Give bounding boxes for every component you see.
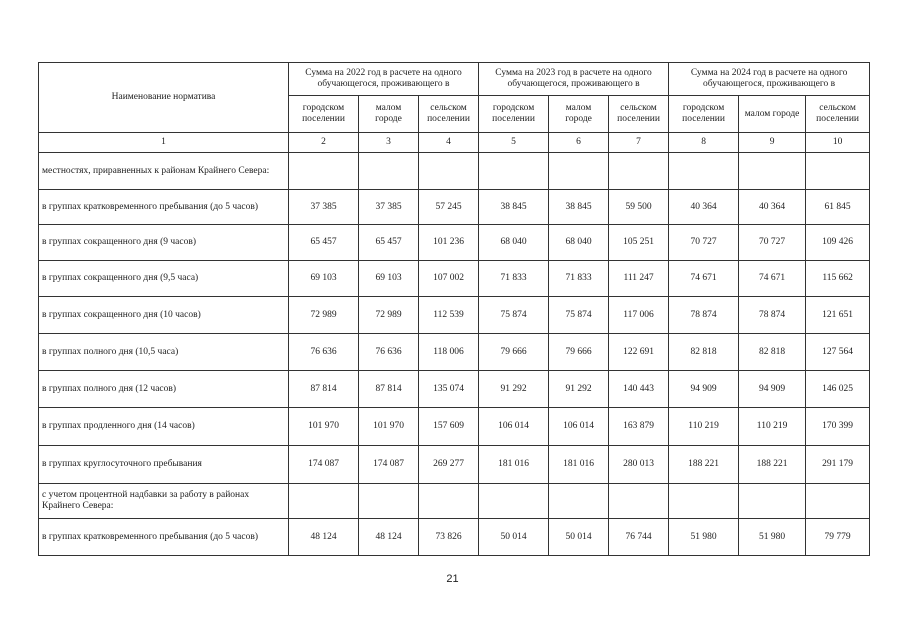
value-cell xyxy=(289,484,359,519)
value-cell: 48 124 xyxy=(289,519,359,556)
value-cell: 110 219 xyxy=(669,408,739,446)
value-cell: 117 006 xyxy=(609,297,669,334)
header-sub-small-town: малом городе xyxy=(739,96,806,133)
value-cell xyxy=(479,484,549,519)
value-cell: 82 818 xyxy=(739,334,806,371)
table-row xyxy=(39,519,870,556)
value-cell: 78 874 xyxy=(739,297,806,334)
normative-table xyxy=(38,62,870,556)
header-name-column: Наименование норматива xyxy=(39,63,289,133)
table-row xyxy=(39,153,870,190)
value-cell: 188 221 xyxy=(739,446,806,484)
value-cell: 101 970 xyxy=(359,408,419,446)
table-row xyxy=(39,297,870,334)
value-cell: 57 245 xyxy=(419,190,479,225)
value-cell xyxy=(479,153,549,190)
value-cell: 61 845 xyxy=(806,190,870,225)
value-cell xyxy=(806,484,870,519)
value-cell: 146 025 xyxy=(806,371,870,408)
value-cell: 280 013 xyxy=(609,446,669,484)
table-header xyxy=(39,63,870,153)
value-cell: 59 500 xyxy=(609,190,669,225)
header-group-2022: Сумма на 2022 год в расчете на одного обучающегося, проживающего в xyxy=(289,63,479,96)
value-cell: 74 671 xyxy=(739,261,806,297)
value-cell: 174 087 xyxy=(289,446,359,484)
value-cell: 69 103 xyxy=(289,261,359,297)
header-sub-urban: городском поселении xyxy=(479,96,549,133)
value-cell: 188 221 xyxy=(669,446,739,484)
norm-name-cell: в группах продленного дня (14 часов) xyxy=(39,408,289,446)
column-number: 8 xyxy=(669,133,739,153)
value-cell: 121 651 xyxy=(806,297,870,334)
header-sub-urban: городском поселении xyxy=(669,96,739,133)
header-sub-small-town: малом городе xyxy=(549,96,609,133)
value-cell xyxy=(359,484,419,519)
value-cell: 76 636 xyxy=(359,334,419,371)
value-cell xyxy=(806,153,870,190)
value-cell: 157 609 xyxy=(419,408,479,446)
value-cell: 107 002 xyxy=(419,261,479,297)
value-cell xyxy=(609,484,669,519)
value-cell xyxy=(739,484,806,519)
value-cell: 122 691 xyxy=(609,334,669,371)
value-cell xyxy=(419,153,479,190)
value-cell: 72 989 xyxy=(359,297,419,334)
value-cell: 181 016 xyxy=(479,446,549,484)
value-cell: 68 040 xyxy=(479,225,549,261)
header-group-2023: Сумма на 2023 год в расчете на одного обучающегося, проживающего в xyxy=(479,63,669,96)
column-number: 4 xyxy=(419,133,479,153)
value-cell xyxy=(359,153,419,190)
value-cell xyxy=(549,484,609,519)
value-cell xyxy=(289,153,359,190)
column-number: 1 xyxy=(39,133,289,153)
value-cell: 91 292 xyxy=(549,371,609,408)
value-cell: 101 236 xyxy=(419,225,479,261)
value-cell: 115 662 xyxy=(806,261,870,297)
norm-name-cell: в группах сокращенного дня (10 часов) xyxy=(39,297,289,334)
value-cell: 73 826 xyxy=(419,519,479,556)
value-cell: 76 744 xyxy=(609,519,669,556)
value-cell: 181 016 xyxy=(549,446,609,484)
norm-name-cell: местностях, приравненных к районам Крайнего Севера: xyxy=(39,153,289,190)
value-cell: 71 833 xyxy=(549,261,609,297)
header-sub-rural: сельском поселении xyxy=(419,96,479,133)
value-cell: 105 251 xyxy=(609,225,669,261)
value-cell: 110 219 xyxy=(739,408,806,446)
value-cell: 37 385 xyxy=(359,190,419,225)
table-row xyxy=(39,190,870,225)
table-body xyxy=(39,153,870,556)
norm-name-cell: в группах круглосуточного пребывания xyxy=(39,446,289,484)
value-cell: 135 074 xyxy=(419,371,479,408)
value-cell: 71 833 xyxy=(479,261,549,297)
value-cell: 72 989 xyxy=(289,297,359,334)
column-number: 6 xyxy=(549,133,609,153)
table-row xyxy=(39,408,870,446)
value-cell: 94 909 xyxy=(739,371,806,408)
value-cell: 101 970 xyxy=(289,408,359,446)
value-cell: 40 364 xyxy=(739,190,806,225)
value-cell: 40 364 xyxy=(669,190,739,225)
table-row xyxy=(39,261,870,297)
value-cell: 87 814 xyxy=(289,371,359,408)
table-row xyxy=(39,371,870,408)
norm-name-cell: в группах сокращенного дня (9 часов) xyxy=(39,225,289,261)
value-cell: 65 457 xyxy=(359,225,419,261)
norm-name-cell: в группах полного дня (12 часов) xyxy=(39,371,289,408)
header-group-2024: Сумма на 2024 год в расчете на одного обучающегося, проживающего в xyxy=(669,63,870,96)
value-cell: 76 636 xyxy=(289,334,359,371)
value-cell: 37 385 xyxy=(289,190,359,225)
column-number: 5 xyxy=(479,133,549,153)
value-cell: 68 040 xyxy=(549,225,609,261)
table-row xyxy=(39,484,870,519)
header-sub-small-town: малом городе xyxy=(359,96,419,133)
value-cell: 106 014 xyxy=(479,408,549,446)
column-number: 10 xyxy=(806,133,870,153)
value-cell xyxy=(669,153,739,190)
value-cell: 50 014 xyxy=(549,519,609,556)
norm-name-cell: с учетом процентной надбавки за работу в районах Крайнего Севера: xyxy=(39,484,289,519)
table-row xyxy=(39,334,870,371)
column-number: 7 xyxy=(609,133,669,153)
value-cell: 174 087 xyxy=(359,446,419,484)
value-cell: 38 845 xyxy=(549,190,609,225)
value-cell xyxy=(549,153,609,190)
value-cell: 91 292 xyxy=(479,371,549,408)
value-cell: 106 014 xyxy=(549,408,609,446)
value-cell: 127 564 xyxy=(806,334,870,371)
value-cell xyxy=(609,153,669,190)
value-cell: 78 874 xyxy=(669,297,739,334)
header-sub-rural: сельском поселении xyxy=(806,96,870,133)
value-cell: 38 845 xyxy=(479,190,549,225)
value-cell: 74 671 xyxy=(669,261,739,297)
value-cell: 75 874 xyxy=(549,297,609,334)
value-cell: 69 103 xyxy=(359,261,419,297)
page-number: 21 xyxy=(446,573,459,585)
value-cell: 118 006 xyxy=(419,334,479,371)
value-cell xyxy=(669,484,739,519)
value-cell: 79 666 xyxy=(549,334,609,371)
norm-name-cell: в группах сокращенного дня (9,5 часа) xyxy=(39,261,289,297)
value-cell: 75 874 xyxy=(479,297,549,334)
value-cell: 94 909 xyxy=(669,371,739,408)
value-cell: 70 727 xyxy=(669,225,739,261)
value-cell: 82 818 xyxy=(669,334,739,371)
value-cell: 48 124 xyxy=(359,519,419,556)
column-number: 3 xyxy=(359,133,419,153)
value-cell: 163 879 xyxy=(609,408,669,446)
value-cell: 109 426 xyxy=(806,225,870,261)
value-cell: 87 814 xyxy=(359,371,419,408)
value-cell: 111 247 xyxy=(609,261,669,297)
value-cell: 112 539 xyxy=(419,297,479,334)
norm-name-cell: в группах кратковременного пребывания (до 5 часов) xyxy=(39,519,289,556)
column-number: 9 xyxy=(739,133,806,153)
column-number: 2 xyxy=(289,133,359,153)
value-cell: 170 399 xyxy=(806,408,870,446)
value-cell: 79 779 xyxy=(806,519,870,556)
value-cell: 291 179 xyxy=(806,446,870,484)
column-number-row xyxy=(39,133,870,153)
value-cell: 51 980 xyxy=(739,519,806,556)
header-sub-urban: городском поселении xyxy=(289,96,359,133)
value-cell: 79 666 xyxy=(479,334,549,371)
value-cell: 70 727 xyxy=(739,225,806,261)
value-cell: 65 457 xyxy=(289,225,359,261)
header-sub-rural: сельском поселении xyxy=(609,96,669,133)
table-row xyxy=(39,225,870,261)
value-cell: 140 443 xyxy=(609,371,669,408)
norm-name-cell: в группах полного дня (10,5 часа) xyxy=(39,334,289,371)
value-cell: 51 980 xyxy=(669,519,739,556)
value-cell: 50 014 xyxy=(479,519,549,556)
value-cell: 269 277 xyxy=(419,446,479,484)
table-row xyxy=(39,446,870,484)
norm-name-cell: в группах кратковременного пребывания (до 5 часов) xyxy=(39,190,289,225)
value-cell xyxy=(739,153,806,190)
value-cell xyxy=(419,484,479,519)
